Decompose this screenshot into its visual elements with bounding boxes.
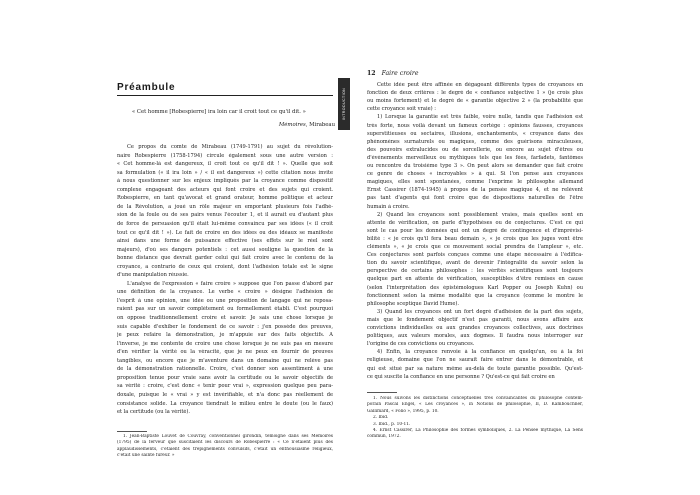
- footnote-line: commun, 1972.: [367, 434, 401, 440]
- epigraph-quote: « Cet homme [Robespierre] ira loin car il croit tout ce qu'il dit. »: [132, 109, 306, 115]
- right-page: [350, 0, 700, 495]
- body-line: très forte, nous voilà devant un fameux cortège : opinions fausses, croyances: [367, 122, 583, 129]
- body-line: sa formulation (« il ira loin » / « il est dangereux ») cette citation nous invite: [117, 169, 333, 176]
- body-line: qui est situé par sa nature même au-delà de toute garantie possible. Qu'est-: [367, 365, 583, 372]
- footnote-rule: [117, 431, 147, 432]
- body-line: tion du savoir scientifique, avant de devenir l'intégralité du savoir selon la: [367, 260, 583, 267]
- body-line: majeurs), d'où ses dangers potentiels : cet aussi souligne la question de la: [117, 246, 333, 253]
- body-line: consistance solide. La croyance tiendrait le milieu entre le doute (ou le faux): [117, 400, 333, 407]
- body-line: « Cet homme-là est dangereux, il croit tout ce qu'il dit ! ». Quelle que soit: [117, 161, 333, 168]
- epigraph-source: Mémoires: [278, 122, 306, 128]
- body-line: ou moins fortement) et le degré de « garantie objective 2 » (la probabilité que: [367, 98, 583, 105]
- body-line: Ce propos du comte de Mirabeau (1749-1791) au sujet du révolution-: [127, 144, 333, 150]
- body-line: ce genre de choses « incroyables » à qui. Si l'on pense aux croyances: [367, 171, 583, 178]
- body-line: de la Révolution, a joué un rôle majeur en emportant plusieurs fois l'adhé-: [117, 203, 333, 210]
- body-line: convictions individuelles ou aux grandes croyances collectives, aux doctrines: [367, 325, 583, 331]
- body-line: 4) Enfin, la croyance renvoie à la confiance en quelqu'un, ou à la foi: [377, 349, 583, 356]
- footnote-line: Gallimard, « Folio », 1995, p. 10.: [367, 408, 439, 414]
- body-line: L'analyse de l'expression « faire croire » suppose que l'on passe d'abord par: [127, 280, 333, 287]
- footnote-line: 1. Jean-Baptiste Louvet de Couvray, conventionnel girondin, témoigne dans ses Mémoires: [123, 434, 333, 439]
- body-line: phénomènes surnaturels ou magiques, comme des guérisons miraculeuses,: [367, 138, 583, 145]
- footnote-line: 1. Nous suivons les distinctions conceptuelles très convaincantes du philosophe contem-: [373, 396, 583, 401]
- body-line: complexe engageant des acteurs qui font croire et des sujets qui croient.: [117, 186, 333, 193]
- epigraph-attribution: [250, 122, 335, 129]
- title-rule: [117, 95, 333, 96]
- body-line: religieuse, domaine que l'on ne saurait faire entrer dans le démontrable, et: [367, 357, 583, 364]
- footnote-line: c'était une sainte fureur. »: [117, 453, 175, 459]
- body-line: quelque part en attente de vérification, susceptibles d'être remises en cause: [367, 276, 583, 283]
- page-number: 12: [367, 70, 376, 77]
- body-line: magiques, elles sont spontanées, comme l'exprime le philosophe allemand: [367, 179, 583, 186]
- footnote-line: porain Pascal Engel, « Les croyances », in Notions de philosophie, II, D. Kambouchner,: [367, 402, 583, 408]
- body-line: cléments », « je crois que ce mouvement social prendra de l'ampleur », etc.: [367, 244, 583, 250]
- section-side-tab: [338, 78, 350, 130]
- body-line: naire Robespierre (1758-1794) circule également sous une autre version :: [117, 152, 333, 159]
- body-line: raient pas sur un savoir complètement ou formellement établi. C'est pourquoi: [117, 306, 333, 313]
- body-line: doxale, puisque le « vrai » y est invérifiable, et n'a donc pas réellement de: [117, 391, 333, 398]
- body-line: d'événements merveilleux ou mythiques tels que les fées, farfadets, fantômes: [367, 154, 583, 161]
- body-line: bilité : « je crois qu'il fera beau demain », « je crois que les juges vont être: [367, 235, 583, 242]
- footnote-line: 3. Ibid., p. 10-11.: [373, 421, 411, 427]
- body-line: tangibles, ou encore que je m'aventure dans un domaine qui ne relève pas: [117, 357, 333, 364]
- body-line: l'origine de ces convictions ou croyances.: [367, 341, 475, 348]
- body-line: de la démonstration rationnelle. Croire, c'est donner son assentiment à une: [117, 366, 333, 373]
- body-line: perspective de certains philosophes : les vérités scientifiques sont toujours: [367, 268, 583, 275]
- side-tab-label: INTRODUCTION: [342, 87, 346, 121]
- body-line: Robespierre, en tant qu'avocat et grand orateur, homme politique et acteur: [117, 195, 333, 202]
- body-line: Cette idée peut être affinée en dégageant différents types de croyances en: [377, 82, 583, 88]
- body-line: 2) Quand les croyances sont possiblement vraies, mais quelles sont en: [377, 211, 583, 218]
- body-line: ainsi dans une forme de puissance effective (ses effets sur le réel sont: [117, 238, 333, 245]
- body-line: bonne distance que devrait garder celui qui fait croire avec le contenu de la: [117, 255, 333, 262]
- body-line: d'une manipulation réussie.: [117, 272, 189, 279]
- body-line: sa vérité : croire, c'est donc « tenir pour vrai », expression quelque peu para-: [117, 383, 333, 390]
- footnote-line: 4. Ernst Cassirer, La Philosophie des formes symboliques, 2. La Pensée mythique, La Sens: [373, 428, 583, 433]
- body-line: une définition de la croyance. Le verbe « croire » désigne l'adhésion de: [117, 289, 333, 296]
- body-line: sont le cas pour les données qui ont un degré de contingence et d'imprévisi-: [367, 227, 583, 234]
- body-line: fonctionnent selon la même modalité que la croyance (comme le montre le: [367, 292, 583, 299]
- body-line: suis capable d'exhiber le fondement de ce savoir : j'en possède des preuves,: [117, 323, 333, 330]
- body-line: 1) Lorsque la garantie est très faible, voire nulle, tandis que l'adhésion est: [377, 114, 583, 121]
- body-line: ou rencontre du troisième type 3 ». On peut alors se demander que fait croire: [367, 163, 583, 169]
- body-line: proposition tenue pour vraie sans avoir la certitude ou le savoir objectifs de: [117, 374, 333, 381]
- body-line: (selon l'interprétation des épistémologues Karl Popper ou Joseph Kuhn) ou: [367, 284, 583, 291]
- body-line: sion de la foule ou de ses pairs venus l'écouter 1, et il aurait eu d'autant plus: [117, 212, 333, 219]
- body-line: on oppose traditionnellement croire et savoir. Je sais une chose lorsque je: [117, 315, 333, 321]
- body-line: 3) Quand les croyances ont un fort degré d'adhésion de la part des sujets,: [377, 308, 583, 315]
- body-line: je peux refaire la démonstration, je m'appuie sur des faits objectifs. À: [117, 332, 333, 339]
- body-line: ce qui suscite la confiance en une personne ? Qu'est-ce qui fait croire en: [367, 373, 555, 380]
- body-line: Ces conjectures sont parfois conçues comme une étape nécessaire à l'édifica-: [367, 252, 583, 259]
- footnote-rule: [367, 392, 397, 393]
- running-header: [367, 70, 419, 77]
- body-line: politiques, aux valeurs morales, aux dogmes. Il faudra nous interroger sur: [367, 333, 583, 340]
- section-title: Préambule: [117, 82, 176, 93]
- footnote-line: 2. Ibid.: [373, 415, 389, 421]
- body-line: cette croyance soit vraie) :: [367, 106, 436, 113]
- body-line: fonction de deux critères : le degré de « confiance subjective 1 » (je crois plus: [367, 90, 583, 97]
- running-title: Faire croire: [381, 70, 419, 77]
- body-line: l'esprit à une opinion, une idée ou une proposition de langage qui ne reposa-: [117, 297, 333, 304]
- body-line: mais que le fondement objectif n'est pas garanti, nous avons affaire aux: [367, 316, 583, 323]
- body-line: humain à croire.: [367, 203, 410, 210]
- body-line: des pouvoirs extralucides ou de sorcellerie, ou encore au sujet d'êtres ou: [367, 146, 583, 153]
- body-line: tout ce qu'il dit ! »). Le fait de croire en des idées ou des idéaux se manifeste: [117, 229, 333, 236]
- body-line: philosophe sceptique David Hume).: [367, 300, 459, 307]
- body-line: et la certitude (ou la vérité).: [117, 409, 191, 416]
- body-line: d'en vérifier la vérité ou la véracité, que je ne peux en fournir de preuves: [117, 349, 333, 356]
- body-line: de force de persuasion qu'il était lui-même convaincu par ses idées (« il croit: [117, 220, 333, 227]
- body-line: croyance, a contrario de ceux qui croient, dont l'adhésion totale est le signe: [117, 263, 333, 270]
- body-line: l'inverse, je me contente de croire une chose lorsque je ne suis pas en mesure: [117, 340, 333, 347]
- epigraph-author: , Mirabeau: [305, 122, 335, 128]
- footnote-line: applaudissements, c'étaient des trépignements convulsifs, c'était un enthousiasme religieux,: [117, 446, 333, 452]
- body-line: à nous questionner sur les enjeux impliqués par la croyance comme dispositif: [117, 178, 333, 185]
- body-line: superstitieuses ou sectaires, illusions, enchantements, « croyance dans des: [367, 130, 583, 137]
- footnote-line: (1795) de la ferveur que suscitaient les discours de Robespierre : « Ce n'étaient plus des: [117, 440, 333, 446]
- body-line: Ernst Cassirer (1874-1945) à propos de la pensée magique 4, et ne relèvent: [367, 187, 583, 194]
- body-line: pas tant d'agents qui font croire que de dispositions naturelles de l'être: [367, 195, 583, 202]
- body-line: attente de vérification, on parle d'hypothèses ou de conjectures. C'est ce qui: [367, 219, 583, 226]
